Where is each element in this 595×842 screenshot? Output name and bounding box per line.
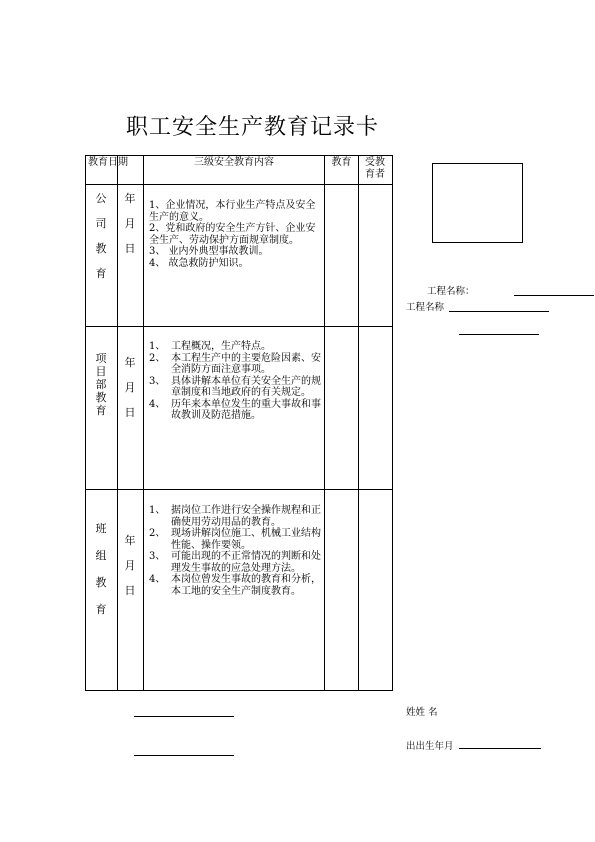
content-project [149, 341, 322, 422]
list-item: 4、 故急救防护知识。 [149, 257, 249, 269]
name-label: 姓姓 名 [406, 707, 438, 718]
level-project: 项 目 部 教 育 [95, 352, 107, 417]
content-team [149, 505, 322, 597]
list-item: 2、 现场讲解岗位施工、机械工业结构性能、操作要领。 [149, 528, 321, 551]
list-item: 2、 本工程生产中的主要危险因素、安全消防方面注意事项。 [149, 352, 321, 375]
list-item: 3、 业内外典型事故教训。 [149, 246, 269, 257]
list-item: 1、 工程概况，生产特点。 [149, 341, 271, 352]
list-item: 4、 历年来本单位发生的重大事故和事故教训及防范措施。 [149, 398, 321, 421]
project-name-label-2: 工程名称 [406, 302, 445, 313]
header-date: 教育日期 [88, 157, 128, 168]
project-name-line-2[interactable] [449, 311, 549, 312]
header-trainee: 受教育者 [365, 157, 385, 180]
birth-line[interactable] [459, 748, 541, 749]
signature-line-2[interactable] [134, 755, 234, 756]
page-title: 职工安全生产教育记录卡 [126, 115, 380, 140]
project-name-line-3[interactable] [459, 334, 539, 335]
project-name-label: 工程名称： [427, 286, 475, 297]
level-team: 班 组 教 育 [95, 522, 107, 616]
level-company: 公 司 教 育 [95, 192, 107, 280]
list-item: 1、 据岗位工作进行安全操作规程和正确使用劳动用品的教育。 [149, 505, 321, 528]
table-row-divider [85, 489, 393, 490]
table-row-divider [85, 326, 393, 327]
birth-label: 出出生年月 [406, 741, 454, 752]
photo-placeholder [432, 163, 523, 243]
table-border-top [85, 155, 393, 156]
table-border-bottom [85, 690, 393, 691]
header-educator: 教育 [331, 157, 352, 168]
date-company: 年 月 日 [124, 192, 136, 255]
content-company [149, 200, 322, 269]
table-col-divider [358, 155, 359, 691]
list-item: 4、 本岗位曾发生事故的教育和分析，本工地的安全生产制度教育。 [149, 574, 321, 597]
signature-line[interactable] [134, 716, 234, 717]
table-col-divider [324, 155, 325, 691]
list-item: 1、企业情况，本行业生产特点及安全生产的意义。 [149, 200, 316, 223]
table-header-divider [85, 184, 393, 185]
list-item: 3、 可能出现的不正常情况的判断和处理发生事故的应急处理方法。 [149, 551, 321, 574]
date-team: 年 月 日 [124, 534, 136, 597]
table-border-right [392, 155, 393, 691]
project-name-line[interactable] [514, 295, 594, 296]
header-content: 三级安全教育内容 [194, 157, 274, 168]
date-project: 年 月 日 [124, 356, 136, 419]
list-item: 3、 具体讲解本单位有关安全生产的规章制度和当地政府的有关规定。 [149, 375, 321, 398]
list-item: 2、党和政府的安全生产方针、企业安全生产、劳动保护方面规章制度。 [149, 223, 316, 246]
